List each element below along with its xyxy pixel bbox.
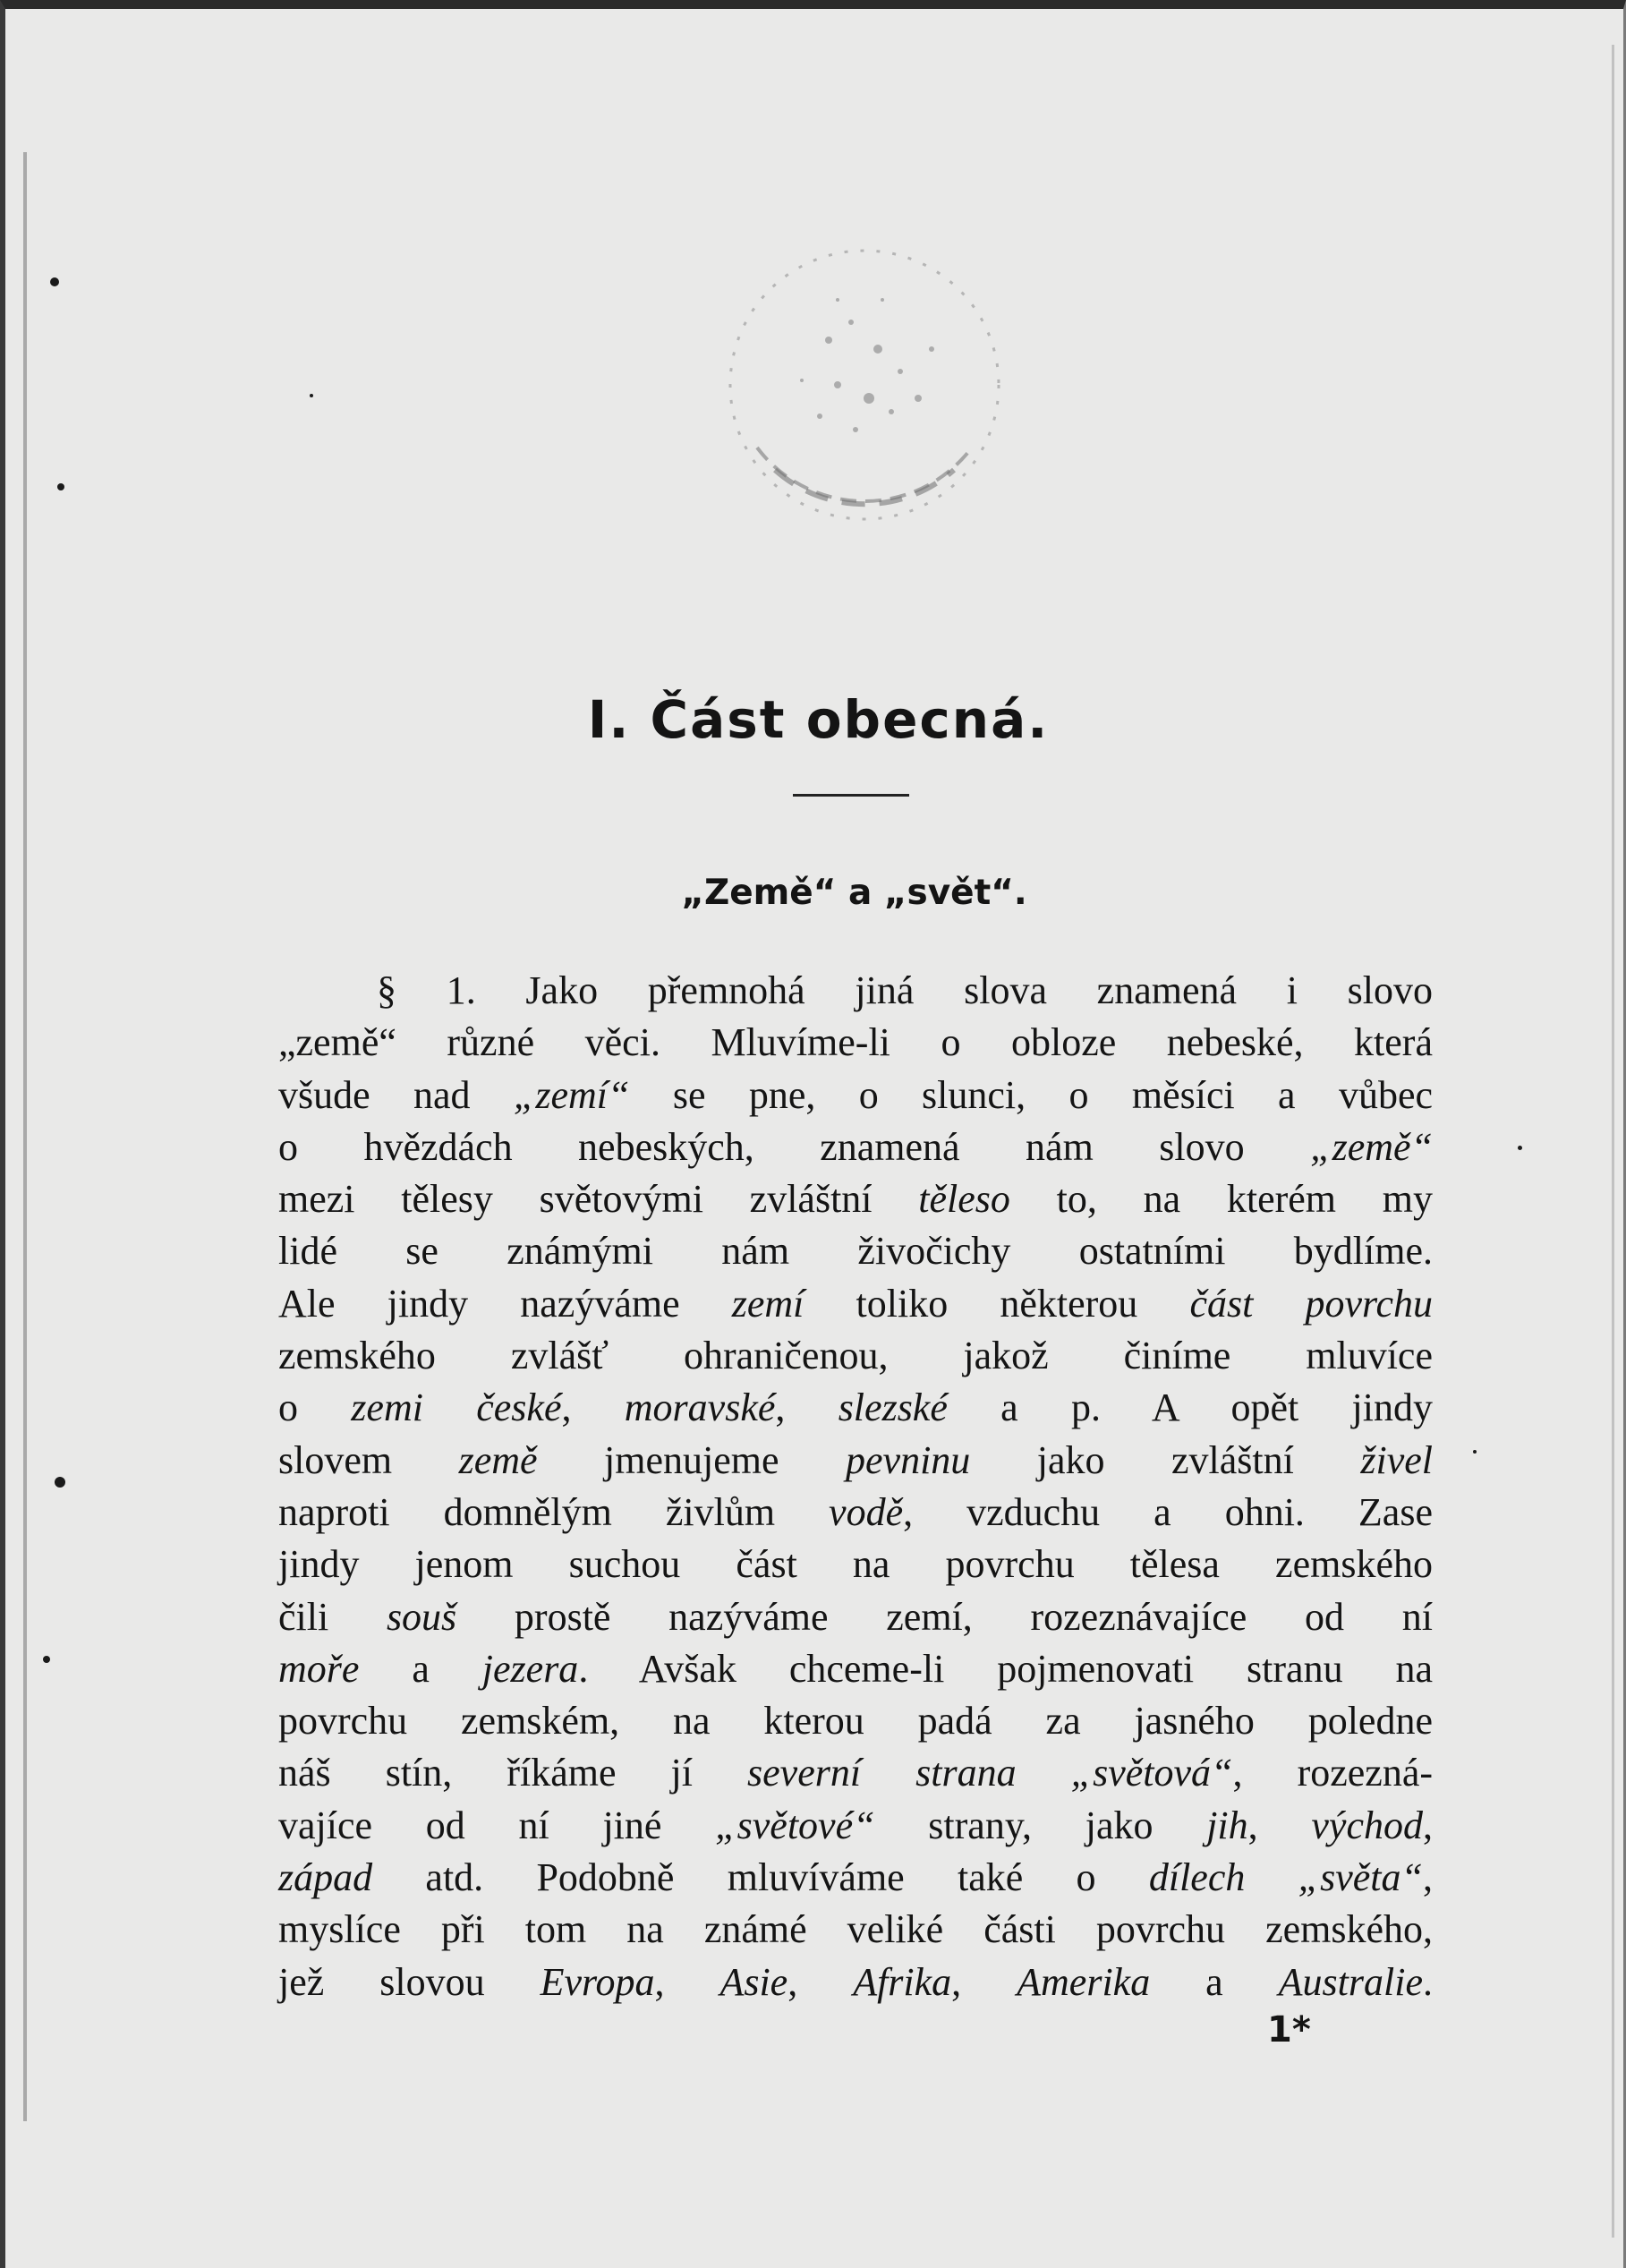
- italic-term: jih: [1206, 1803, 1248, 1847]
- italic-term: zemí: [731, 1281, 804, 1326]
- text-segment: zemského zvlášť ohraničenou, jakož činíme mluvíce: [278, 1334, 1433, 1378]
- paragraph-line: [278, 1800, 1433, 1852]
- italic-term: Australie: [1278, 1959, 1423, 2004]
- text-segment: atd. Podobně mluvíváme také o: [372, 1855, 1149, 1900]
- text-segment: .: [1423, 1959, 1433, 2004]
- paragraph-line: [278, 1382, 1433, 1434]
- italic-term: jezera: [481, 1646, 579, 1691]
- italic-term: Asie: [719, 1959, 788, 2004]
- paragraph-line: [278, 1643, 1433, 1695]
- text-segment: mezi tělesy světovými zvláštní: [278, 1177, 919, 1222]
- paragraph-line: [278, 1747, 1433, 1799]
- ink-speck: [50, 277, 59, 286]
- italic-term: „země“: [1310, 1124, 1433, 1169]
- text-segment: strany, jako: [874, 1803, 1207, 1847]
- paragraph-line: [278, 1957, 1433, 2008]
- folio-signature-mark: 1*: [1267, 2009, 1311, 2051]
- text-segment: myslíce při tom na známé veliké části povrchu zemského,: [278, 1907, 1433, 1952]
- italic-term: moře: [278, 1646, 360, 1691]
- text-segment: toliko některou: [804, 1281, 1190, 1326]
- italic-term: slezské: [838, 1386, 948, 1430]
- text-segment: ,: [787, 1959, 854, 2004]
- paragraph-line: [278, 1070, 1433, 1121]
- text-segment: jako zvláštní: [970, 1437, 1361, 1482]
- ink-speck: [1518, 1146, 1522, 1150]
- paragraph-line: [278, 1225, 1433, 1277]
- paragraph-line: [278, 1278, 1433, 1330]
- paragraph-section-1: [278, 965, 1433, 2008]
- text-segment: čili: [278, 1594, 387, 1639]
- paragraph-line: [278, 1695, 1433, 1747]
- paragraph-line: [278, 1330, 1433, 1382]
- paragraph-line: [278, 965, 1433, 1017]
- text-segment: slovem: [278, 1437, 459, 1482]
- italic-term: dílech „světa“: [1148, 1855, 1424, 1900]
- text-segment: vajíce od ní jiné: [278, 1803, 716, 1847]
- text-segment: „země“ různé věci. Mluvíme-li o obloze nebeské, která: [278, 1020, 1433, 1065]
- ink-speck: [55, 1477, 65, 1488]
- ink-speck: [1473, 1450, 1477, 1454]
- text-segment: jež slovou: [278, 1959, 541, 2004]
- chapter-title: I. Část obecná.: [587, 689, 1050, 750]
- italic-term: východ: [1311, 1803, 1423, 1847]
- italic-term: „zemí“: [513, 1072, 630, 1117]
- text-segment: ,: [1247, 1803, 1312, 1847]
- italic-term: Afrika: [853, 1959, 952, 2004]
- text-segment: prostě nazýváme zemí, rozeznávajíce od ní: [456, 1594, 1433, 1639]
- text-segment: to, na kterém my: [1009, 1177, 1433, 1222]
- text-segment: jindy jenom suchou část na povrchu tělesa zemského: [278, 1542, 1433, 1587]
- text-segment: lidé se známými nám živočichy ostatními bydlíme.: [278, 1229, 1433, 1274]
- section-heading: „Země“ a „svět“.: [681, 873, 1027, 913]
- text-segment: všude nad: [278, 1072, 514, 1117]
- margin-mark: [1612, 45, 1614, 2238]
- text-segment: a: [359, 1646, 482, 1691]
- text-segment: ,: [561, 1386, 625, 1430]
- text-segment: náš stín, říkáme jí: [278, 1751, 748, 1795]
- text-segment: , rozezná-: [1232, 1751, 1433, 1795]
- title-divider: [793, 794, 909, 797]
- paragraph-line: [278, 1539, 1433, 1590]
- italic-term: část povrchu: [1189, 1281, 1434, 1326]
- text-segment: o hvězdách nebeských, znamená nám slovo: [278, 1124, 1311, 1169]
- paragraph-line: [278, 1173, 1433, 1225]
- text-segment: o: [278, 1386, 352, 1430]
- paragraph-line: [278, 1435, 1433, 1487]
- text-segment: a p. A opět jindy: [947, 1386, 1433, 1430]
- ink-speck: [43, 1656, 50, 1663]
- margin-mark: [23, 152, 27, 2121]
- library-stamp-icon: [694, 215, 1034, 555]
- italic-term: Amerika: [1017, 1959, 1151, 2004]
- italic-term: „světové“: [715, 1803, 875, 1847]
- text-segment: . Avšak chceme-li pojmenovati stranu na: [578, 1646, 1434, 1691]
- italic-term: pevninu: [846, 1437, 971, 1482]
- italic-term: země: [458, 1437, 538, 1482]
- italic-term: severní strana „světová“: [747, 1751, 1233, 1795]
- text-segment: ,: [775, 1386, 839, 1430]
- text-segment: ,: [951, 1959, 1017, 2004]
- italic-term: souš: [386, 1594, 457, 1639]
- italic-term: Evropa: [540, 1959, 655, 2004]
- text-segment: , vzduchu a ohni. Zase: [903, 1489, 1433, 1534]
- text-segment: naproti domnělým živlům: [278, 1489, 830, 1534]
- text-segment: ,: [1423, 1855, 1434, 1900]
- italic-term: zemi české: [351, 1386, 562, 1430]
- ink-speck: [57, 483, 64, 490]
- italic-term: živel: [1360, 1437, 1434, 1482]
- paragraph-line: [278, 1121, 1433, 1173]
- paragraph-line: [278, 1017, 1433, 1069]
- text-segment: ,: [1422, 1803, 1433, 1847]
- text-segment: se pne, o slunci, o měsíci a vůbec: [629, 1072, 1433, 1117]
- ink-speck: [310, 394, 313, 397]
- paragraph-line: [278, 1852, 1433, 1904]
- italic-term: vodě: [829, 1489, 904, 1534]
- text-segment: jmenujeme: [537, 1437, 847, 1482]
- text-segment: ,: [654, 1959, 720, 2004]
- paragraph-line: [278, 1487, 1433, 1539]
- paragraph-line: [278, 1591, 1433, 1643]
- text-segment: povrchu zemském, na kterou padá za jasného poledne: [278, 1699, 1433, 1744]
- text-segment: a: [1150, 1959, 1279, 2004]
- italic-term: těleso: [918, 1177, 1010, 1222]
- italic-term: moravské: [624, 1386, 776, 1430]
- text-segment: § 1. Jako přemnohá jiná slova znamená i slovo: [377, 968, 1433, 1012]
- italic-term: západ: [278, 1855, 373, 1900]
- paragraph-line: [278, 1904, 1433, 1956]
- text-segment: Ale jindy nazýváme: [278, 1281, 732, 1326]
